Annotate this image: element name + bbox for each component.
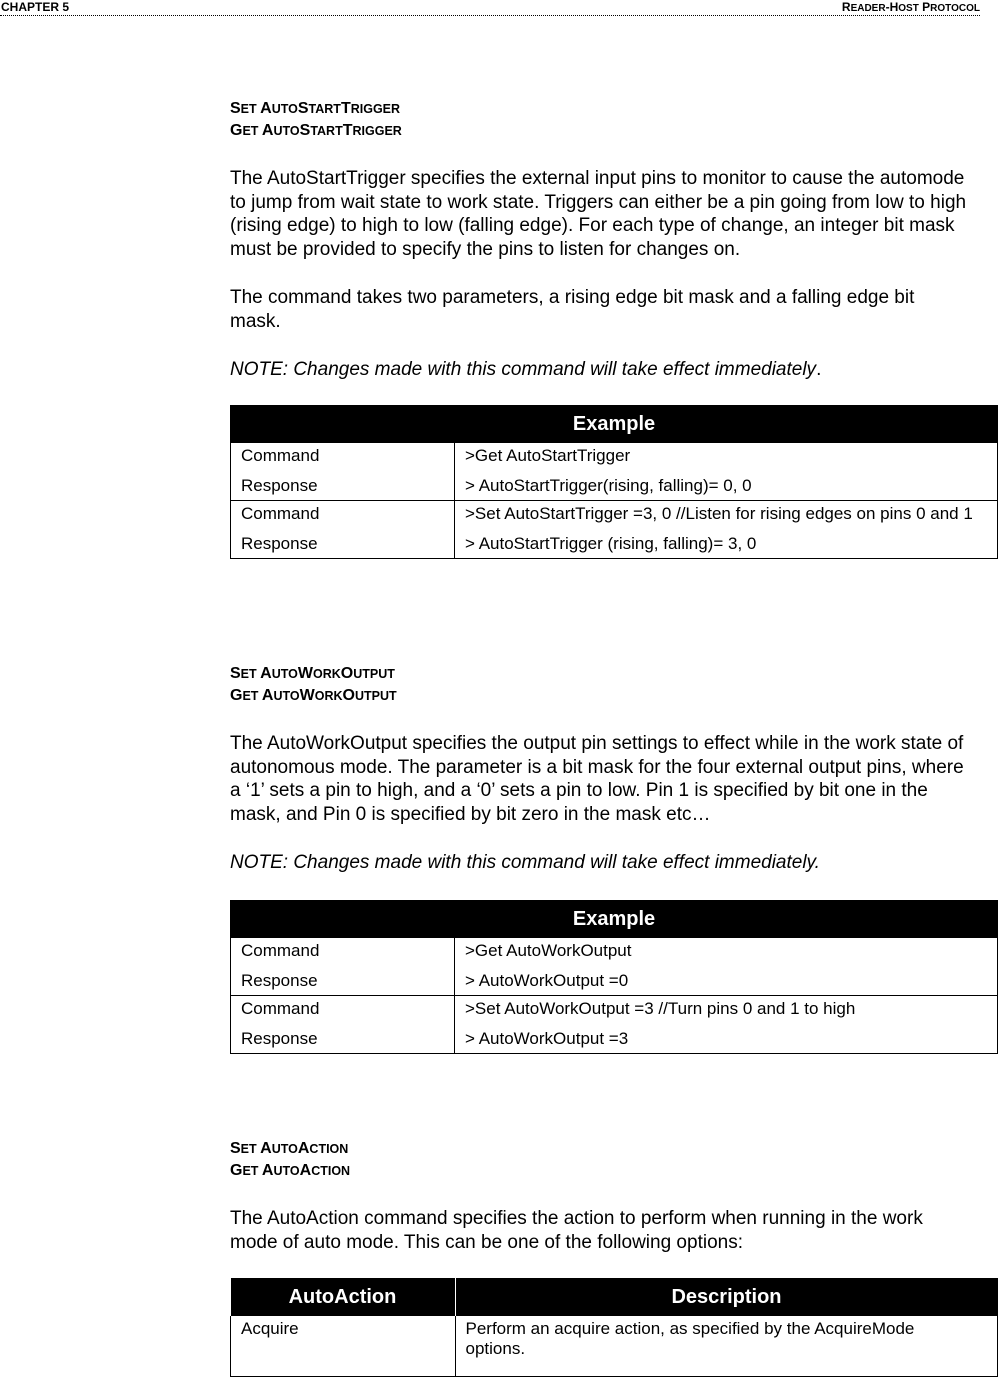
label-command: Command [241, 504, 320, 523]
label-command: Command [241, 999, 320, 1018]
autoaction-name: Acquire [231, 1316, 456, 1377]
label-response: Response [241, 534, 318, 553]
table-header: Example [231, 900, 998, 938]
note: NOTE: Changes made with this command will take effect immediately. [230, 359, 822, 380]
table-row [231, 938, 998, 996]
section-autoworkoutput [230, 663, 998, 1054]
paragraph: The AutoStartTrigger specifies the external input pins to monitor to cause the automode to jump from wait state to work state. Triggers can either be a pin going from low to high (rising edge) to high to low (falling edge). For each type of change, an integer bit mask must be provided to specify the pins to listen for changes on. [230, 168, 967, 260]
paragraph: The AutoWorkOutput specifies the output pin settings to effect while in the work state of autonomous mode. The parameter is a bit mask for the four external output pins, where a ‘1’ sets a pin to high, and a ‘0’ sets a pin to low. Pin 1 is specified by bit one in the mask, and Pin 0 is specified by bit zero in the mask etc… [230, 733, 964, 825]
table-header: Example [231, 405, 998, 443]
column-header-description: Description [455, 1278, 998, 1316]
section-title-get: GET AUTOACTION [230, 1162, 351, 1179]
section-title-get: GET AUTOWORKOUTPUT [230, 687, 397, 704]
section-title-set: SET AUTOACTION [230, 1140, 349, 1157]
section-autoaction [230, 1138, 998, 1377]
response-text: > AutoWorkOutput =0 [465, 971, 629, 990]
column-header-autoaction: AutoAction [231, 1278, 456, 1316]
section-label: READER-HOST PROTOCOL [841, 0, 980, 14]
section-title-set: SET AUTOSTARTTRIGGER [230, 100, 401, 117]
autoaction-description: Perform an acquire action, as specified by the AcquireMode options. [455, 1316, 998, 1377]
autoaction-table [230, 1278, 998, 1377]
chapter-label: CHAPTER 5 [1, 0, 70, 14]
label-command: Command [241, 446, 320, 465]
response-text: > AutoStartTrigger(rising, falling)= 0, 0 [465, 476, 752, 495]
command-text: >Get AutoWorkOutput [465, 941, 632, 960]
section-autostarttrigger [230, 98, 998, 559]
command-text: >Get AutoStartTrigger [465, 446, 631, 465]
table-row [231, 443, 998, 501]
command-text: >Set AutoStartTrigger =3, 0 //Listen for rising edges on pins 0 and 1 [465, 504, 973, 523]
label-response: Response [241, 971, 318, 990]
response-text: > AutoWorkOutput =3 [465, 1029, 629, 1048]
label-response: Response [241, 1029, 318, 1048]
section-title-get: GET AUTOSTARTTRIGGER [230, 122, 402, 139]
response-text: > AutoStartTrigger (rising, falling)= 3, 0 [465, 534, 757, 553]
table-row [231, 996, 998, 1054]
table-row [231, 501, 998, 559]
paragraph: The command takes two parameters, a rising edge bit mask and a falling edge bit mask. [230, 287, 915, 332]
paragraph: The AutoAction command specifies the action to perform when running in the work mode of auto mode. This can be one of the following options: [230, 1208, 923, 1253]
note: NOTE: Changes made with this command will take effect immediately. [230, 852, 820, 873]
label-command: Command [241, 941, 320, 960]
label-response: Response [241, 476, 318, 495]
section-title-set: SET AUTOWORKOUTPUT [230, 665, 395, 682]
example-table [230, 900, 998, 1054]
example-table [230, 405, 998, 559]
header-rule [0, 15, 980, 16]
table-row [231, 1316, 998, 1377]
command-text: >Set AutoWorkOutput =3 //Turn pins 0 and 1 to high [465, 999, 856, 1018]
